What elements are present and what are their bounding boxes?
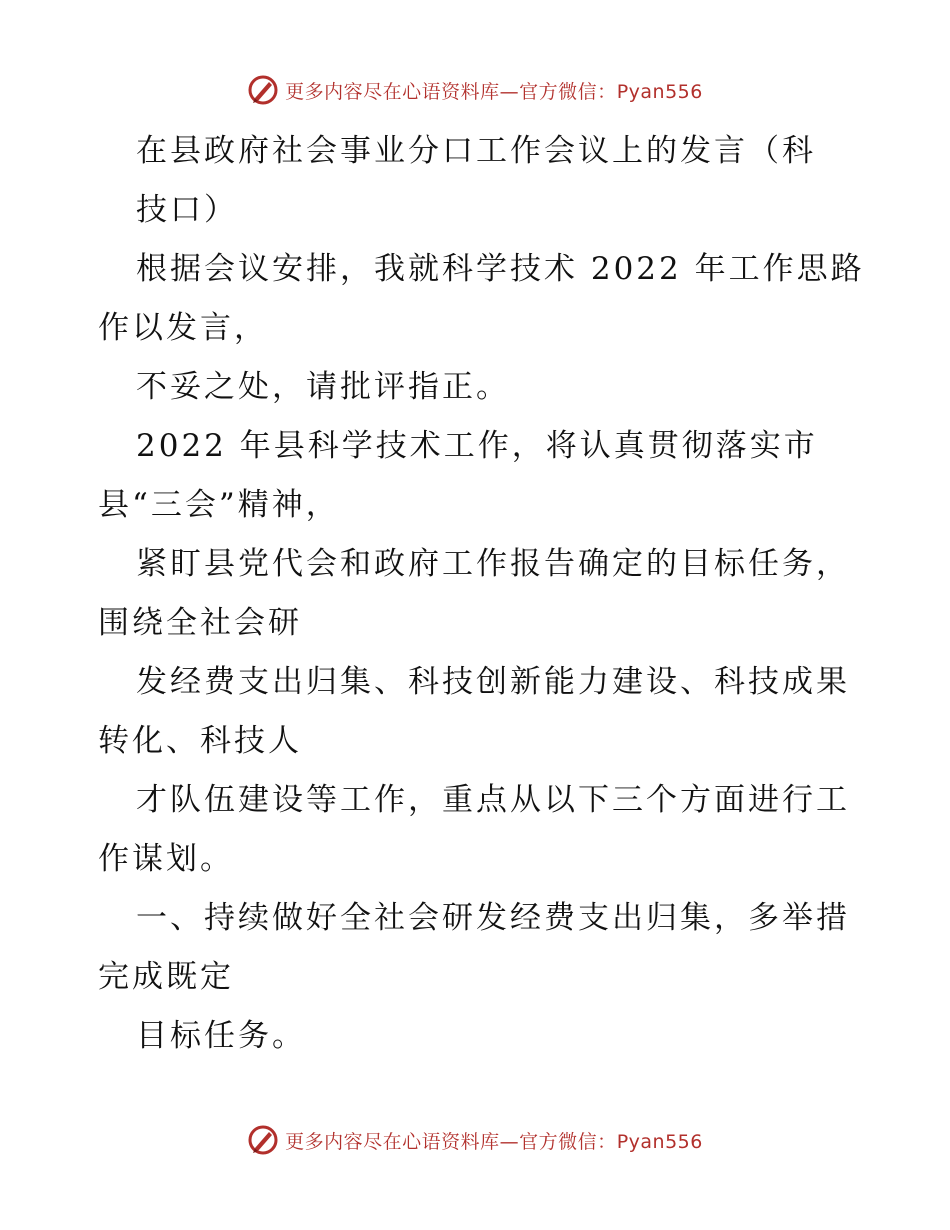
text-line: 在县政府社会事业分口工作会议上的发言（科 bbox=[136, 133, 816, 169]
pen-logo-icon bbox=[247, 74, 279, 106]
text-line: 作谋划。 bbox=[98, 841, 234, 877]
text-line: 才队伍建设等工作，重点从以下三个方面进行工 bbox=[136, 782, 850, 818]
watermark-brand: 更多内容尽在心语资料库 bbox=[285, 80, 500, 103]
watermark-wechat-id: Pyan556 bbox=[616, 1130, 703, 1153]
text-line: 发经费支出归集、科技创新能力建设、科技成果 bbox=[136, 664, 850, 700]
watermark-text bbox=[285, 1127, 703, 1154]
watermark-wechat-id: Pyan556 bbox=[616, 80, 703, 103]
watermark-footer bbox=[0, 1120, 950, 1160]
text-line: 紧盯县党代会和政府工作报告确定的目标任务， bbox=[136, 546, 850, 582]
watermark-header bbox=[0, 70, 950, 110]
text-line: 一、持续做好全社会研发经费支出归集，多举措 bbox=[136, 900, 850, 936]
watermark-wechat-label: 官方微信： bbox=[519, 1130, 617, 1153]
text-line: 完成既定 bbox=[98, 959, 234, 995]
text-line: 根据会议安排，我就科学技术 2022 年工作思路 bbox=[136, 251, 865, 287]
watermark-wechat-label: 官方微信： bbox=[519, 80, 617, 103]
text-line: 2022 年县科学技术工作，将认真贯彻落实市 bbox=[136, 428, 818, 464]
text-line: 县“三会”精神， bbox=[98, 487, 340, 523]
watermark-text bbox=[285, 77, 703, 104]
text-line: 转化、科技人 bbox=[98, 723, 302, 759]
text-line: 围绕全社会研 bbox=[98, 605, 302, 641]
text-line: 目标任务。 bbox=[136, 1018, 306, 1054]
text-line: 技口） bbox=[136, 192, 238, 228]
text-line: 作以发言， bbox=[98, 310, 268, 346]
watermark-separator: — bbox=[499, 80, 520, 103]
pen-logo-icon bbox=[247, 1124, 279, 1156]
watermark-separator: — bbox=[499, 1130, 520, 1153]
text-line: 不妥之处，请批评指正。 bbox=[136, 369, 510, 405]
document-body bbox=[98, 122, 865, 1066]
watermark-brand: 更多内容尽在心语资料库 bbox=[285, 1130, 500, 1153]
